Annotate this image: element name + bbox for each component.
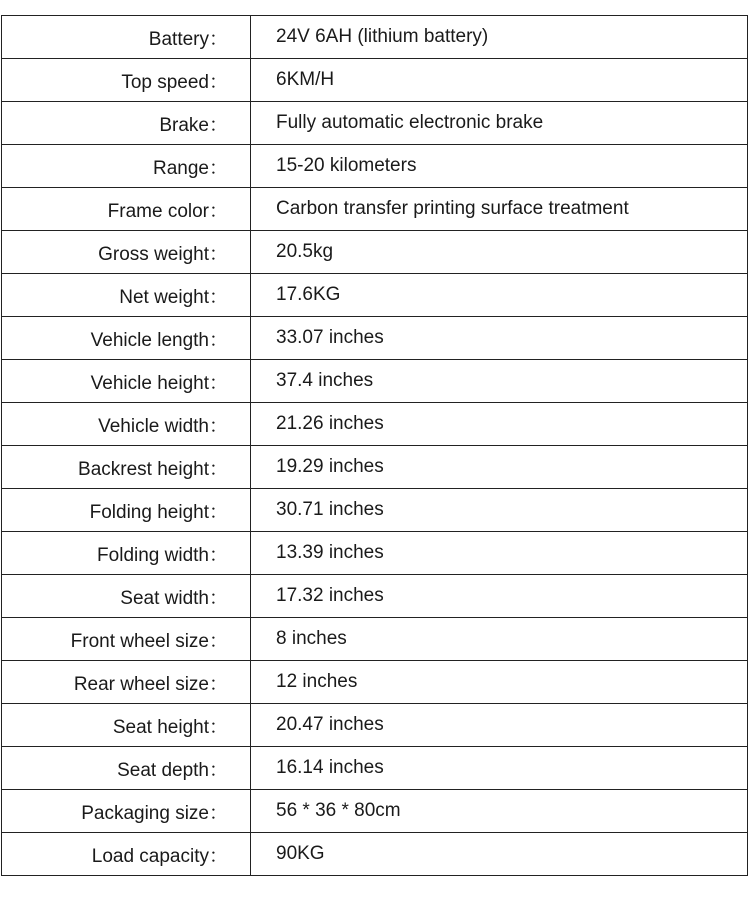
spec-value: 6KM/H [251,59,748,102]
spec-value: 8 inches [251,618,748,661]
spec-row [2,446,748,489]
spec-row [2,317,748,360]
spec-row [2,188,748,231]
spec-label: Top speed： [2,59,251,102]
spec-value: 17.32 inches [251,575,748,618]
spec-label: Seat depth： [2,747,251,790]
spec-value: 19.29 inches [251,446,748,489]
spec-value: Fully automatic electronic brake [251,102,748,145]
spec-value: Carbon transfer printing surface treatment [251,188,748,231]
spec-label: Frame color： [2,188,251,231]
spec-row [2,16,748,59]
spec-row [2,575,748,618]
spec-value: 16.14 inches [251,747,748,790]
spec-row [2,403,748,446]
spec-label: Front wheel size： [2,618,251,661]
spec-value: 24V 6AH (lithium battery) [251,16,748,59]
spec-row [2,532,748,575]
spec-label: Rear wheel size： [2,661,251,704]
spec-table [1,15,748,876]
spec-value: 13.39 inches [251,532,748,575]
spec-row [2,790,748,833]
spec-label: Seat height： [2,704,251,747]
spec-row [2,59,748,102]
spec-value: 90KG [251,833,748,876]
spec-row [2,618,748,661]
spec-label: Vehicle width： [2,403,251,446]
spec-label: Load capacity： [2,833,251,876]
spec-value: 21.26 inches [251,403,748,446]
spec-row [2,661,748,704]
spec-row [2,274,748,317]
spec-value: 15-20 kilometers [251,145,748,188]
spec-row [2,102,748,145]
spec-label: Seat width： [2,575,251,618]
spec-label: Range： [2,145,251,188]
spec-row [2,231,748,274]
spec-row [2,145,748,188]
spec-label: Folding height： [2,489,251,532]
spec-row [2,747,748,790]
spec-label: Packaging size： [2,790,251,833]
spec-value: 20.47 inches [251,704,748,747]
spec-row [2,360,748,403]
spec-row [2,489,748,532]
spec-label: Gross weight： [2,231,251,274]
spec-value: 37.4 inches [251,360,748,403]
spec-row [2,833,748,876]
spec-label: Net weight： [2,274,251,317]
spec-label: Folding width： [2,532,251,575]
spec-value: 56 * 36 * 80cm [251,790,748,833]
spec-value: 17.6KG [251,274,748,317]
spec-label: Vehicle height： [2,360,251,403]
spec-value: 20.5kg [251,231,748,274]
spec-value: 30.71 inches [251,489,748,532]
spec-value: 12 inches [251,661,748,704]
spec-value: 33.07 inches [251,317,748,360]
spec-label: Battery： [2,16,251,59]
spec-table-body [2,16,748,876]
spec-row [2,704,748,747]
spec-label: Backrest height： [2,446,251,489]
spec-label: Vehicle length： [2,317,251,360]
spec-label: Brake： [2,102,251,145]
